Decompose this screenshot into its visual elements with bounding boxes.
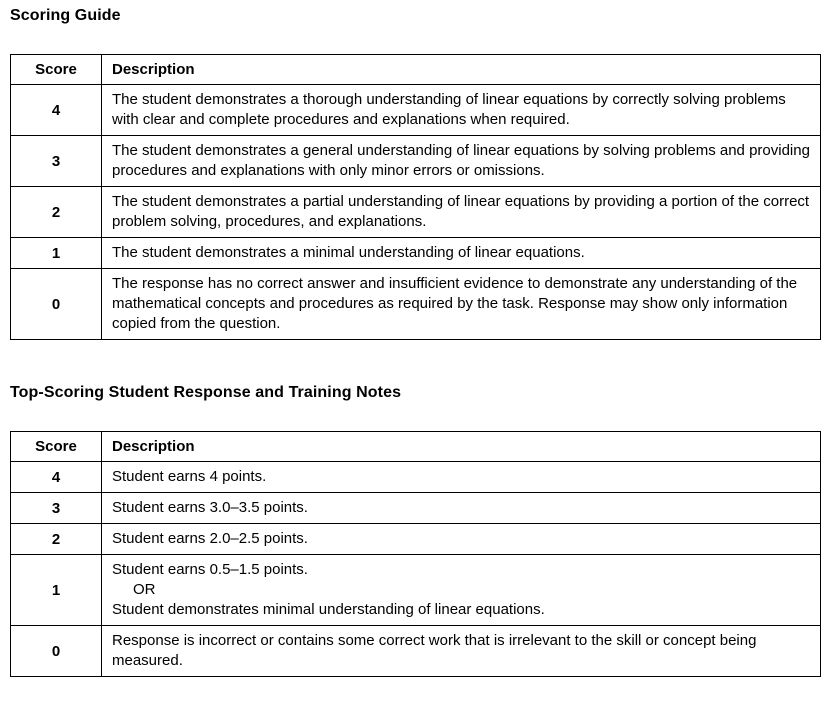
description-line: The student demonstrates a partial understanding of linear equations by providing a portion of the correct problem solving, procedures, and explanations. xyxy=(112,193,810,230)
scoring-guide-section xyxy=(10,7,822,340)
score-column-header: Score xyxy=(11,432,102,462)
description-line: The student demonstrates a thorough understanding of linear equations by correctly solving problems with clear and complete procedures and explanations when required. xyxy=(112,91,786,128)
table-row xyxy=(11,85,821,136)
score-value: 0 xyxy=(11,269,102,340)
top-scoring-response-section xyxy=(10,384,822,677)
score-value: 4 xyxy=(11,85,102,136)
table-header-row xyxy=(11,432,821,462)
description-value xyxy=(102,524,821,555)
description-line: The response has no correct answer and insufficient evidence to demonstrate any understanding of the mathematical concepts and procedures as required by the task. Response may show only information copied from the question. xyxy=(112,275,798,332)
description-value xyxy=(102,187,821,238)
description-line: Student earns 3.0–3.5 points. xyxy=(112,499,308,516)
score-value: 4 xyxy=(11,462,102,493)
score-value: 2 xyxy=(11,524,102,555)
description-value xyxy=(102,493,821,524)
table-row xyxy=(11,555,821,626)
description-line: The student demonstrates a minimal understanding of linear equations. xyxy=(112,244,585,261)
top-scoring-response-heading: Top-Scoring Student Response and Training Notes xyxy=(10,384,402,401)
table-row xyxy=(11,187,821,238)
table-row xyxy=(11,626,821,677)
description-line: Response is incorrect or contains some correct work that is irrelevant to the skill or concept being measured. xyxy=(112,632,757,669)
score-value: 1 xyxy=(11,238,102,269)
description-line: Student earns 2.0–2.5 points. xyxy=(112,530,308,547)
table-row xyxy=(11,462,821,493)
description-line: Student earns 4 points. xyxy=(112,468,267,485)
score-value: 3 xyxy=(11,493,102,524)
top-scoring-response-table xyxy=(10,431,821,677)
description-value xyxy=(102,626,821,677)
description-value xyxy=(102,555,821,626)
description-value xyxy=(102,238,821,269)
description-line: Student earns 0.5–1.5 points. xyxy=(112,561,308,578)
table-header-row xyxy=(11,55,821,85)
score-value: 0 xyxy=(11,626,102,677)
top-scoring-response-table-body xyxy=(11,462,821,677)
table-row xyxy=(11,136,821,187)
table-row xyxy=(11,238,821,269)
score-column-header: Score xyxy=(11,55,102,85)
description-column-header: Description xyxy=(102,432,821,462)
description-line: OR xyxy=(133,581,156,598)
score-value: 2 xyxy=(11,187,102,238)
score-value: 1 xyxy=(11,555,102,626)
table-row xyxy=(11,493,821,524)
description-column-header: Description xyxy=(102,55,821,85)
description-line: The student demonstrates a general understanding of linear equations by solving problems and providing procedures and explanations with only minor errors or omissions. xyxy=(112,142,810,179)
table-row xyxy=(11,524,821,555)
description-value xyxy=(102,85,821,136)
scoring-guide-table-body xyxy=(11,85,821,340)
table-row xyxy=(11,269,821,340)
score-value: 3 xyxy=(11,136,102,187)
description-value xyxy=(102,269,821,340)
scoring-guide-table xyxy=(10,54,821,340)
description-value xyxy=(102,462,821,493)
scoring-guide-heading: Scoring Guide xyxy=(10,7,121,24)
description-value xyxy=(102,136,821,187)
description-line: Student demonstrates minimal understanding of linear equations. xyxy=(112,601,545,618)
